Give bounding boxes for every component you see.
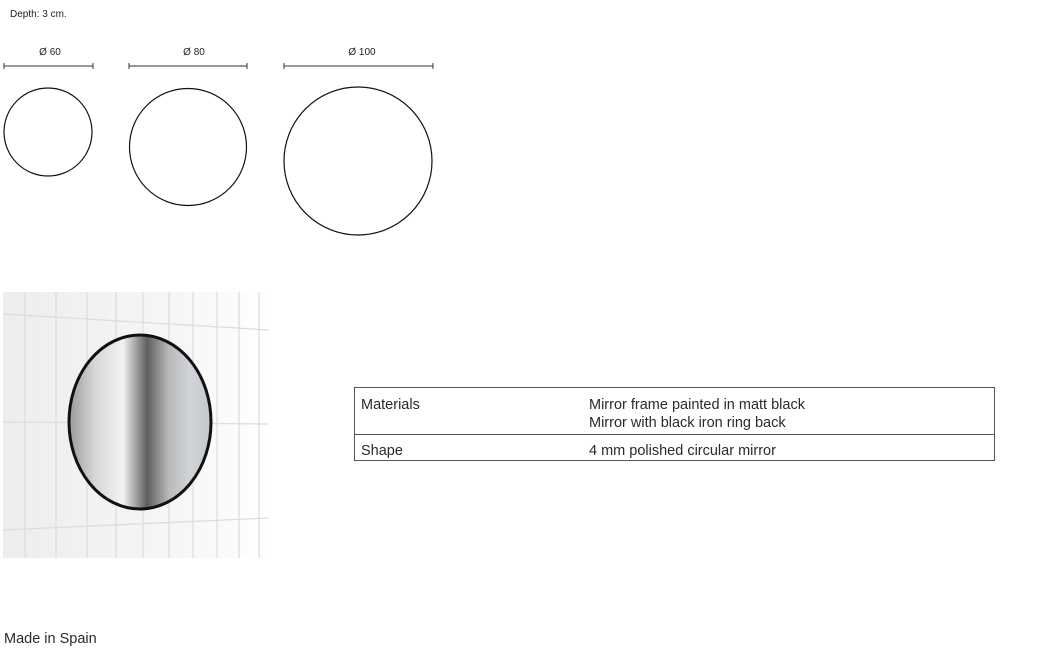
- size-label-100: Ø 100: [348, 47, 376, 58]
- mirror-photo-illustration: [3, 292, 269, 558]
- circle-outline-100: [284, 87, 432, 235]
- size-60-group: [4, 47, 93, 176]
- size-label-60: Ø 60: [39, 47, 61, 58]
- size-100-group: [284, 47, 433, 235]
- origin-label: Made in Spain: [4, 631, 97, 647]
- size-label-80: Ø 80: [183, 47, 205, 58]
- spec-value-line: Mirror with black iron ring back: [589, 415, 786, 431]
- size-80-group: [129, 47, 247, 206]
- specs-table: [354, 387, 995, 461]
- spec-value-materials: [583, 388, 995, 435]
- spec-value-shape: [583, 435, 995, 461]
- product-photo: [3, 292, 269, 558]
- circle-outline-80: [130, 89, 247, 206]
- circle-outline-60: [4, 88, 92, 176]
- depth-label: Depth: 3 cm.: [10, 9, 67, 20]
- spec-value-line: 4 mm polished circular mirror: [589, 443, 776, 459]
- table-row: [355, 435, 995, 461]
- table-row: [355, 388, 995, 435]
- size-diagram: [0, 38, 440, 243]
- spec-name-shape: Shape: [355, 435, 584, 461]
- spec-value-line: Mirror frame painted in matt black: [589, 397, 805, 413]
- spec-name-materials: Materials: [355, 388, 584, 435]
